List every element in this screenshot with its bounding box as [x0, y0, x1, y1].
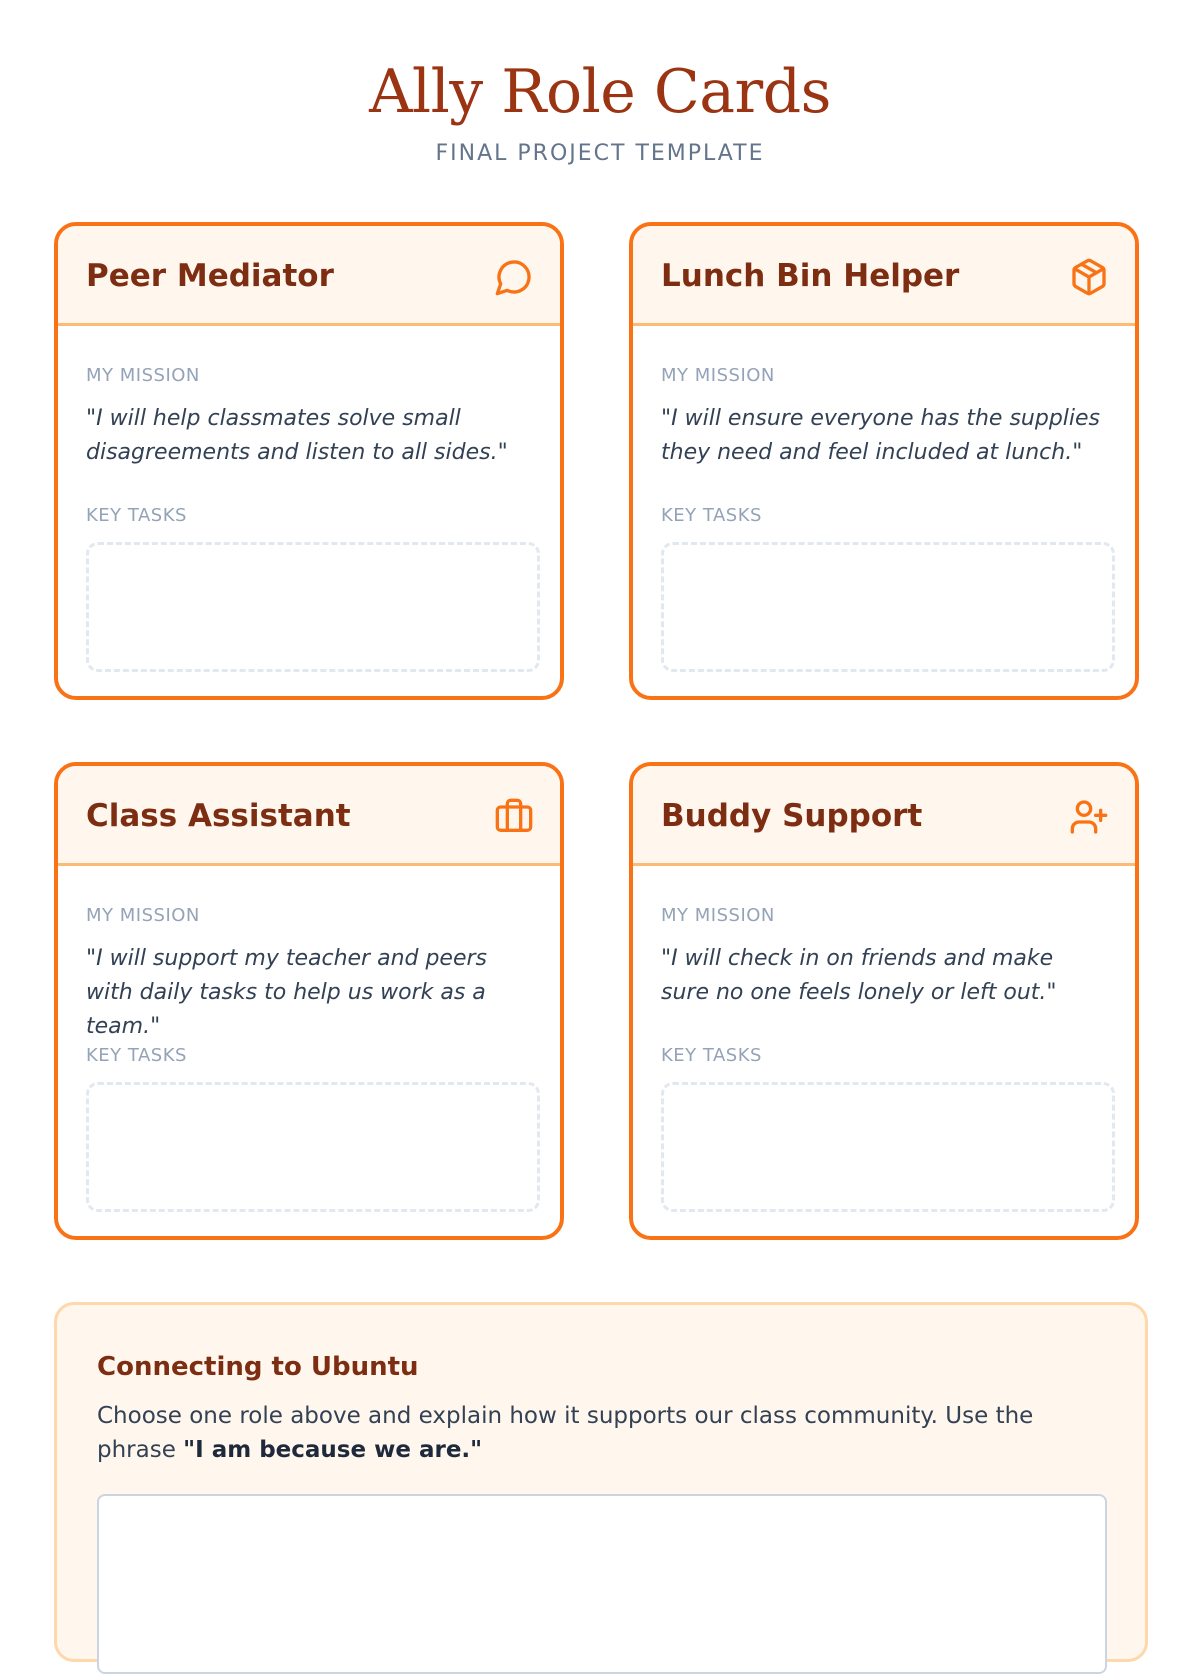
key-tasks-field[interactable] — [661, 1082, 1115, 1212]
page-title: Ally Role Cards — [369, 57, 831, 127]
mission-label: MY MISSION — [661, 365, 775, 386]
key-tasks-label: KEY TASKS — [661, 1045, 762, 1066]
mission-text: "I will help classmates solve small disagreements and listen to all sides." — [86, 406, 508, 465]
reflection-prompt — [97, 1399, 1107, 1467]
key-tasks-field[interactable] — [661, 542, 1115, 672]
key-tasks-label: KEY TASKS — [661, 505, 762, 526]
card-header — [633, 766, 1135, 866]
mission-text: "I will check in on friends and make sure no one feels lonely or left out." — [661, 946, 1057, 1005]
mission-label: MY MISSION — [661, 905, 775, 926]
card-title: Buddy Support — [661, 798, 923, 834]
key-tasks-field[interactable] — [86, 542, 540, 672]
card-header — [58, 766, 560, 866]
mission-label: MY MISSION — [86, 365, 200, 386]
mission-label: MY MISSION — [86, 905, 200, 926]
mission-text: "I will support my teacher and peers with daily tasks to help us work as a team." — [86, 946, 488, 1039]
key-tasks-label: KEY TASKS — [86, 1045, 187, 1066]
role-card-lunch-bin-helper — [629, 222, 1139, 700]
page-header — [0, 52, 1200, 168]
user-plus-icon — [1069, 797, 1109, 837]
role-card-buddy-support — [629, 762, 1139, 1240]
briefcase-icon — [494, 797, 534, 837]
reflection-prompt-text: Choose one role above and explain how it supports our class community. Use the phrase — [97, 1403, 1034, 1463]
speech-bubble-icon — [494, 257, 534, 297]
page-subtitle: FINAL PROJECT TEMPLATE — [435, 141, 765, 166]
role-card-class-assistant — [54, 762, 564, 1240]
card-title: Class Assistant — [86, 798, 351, 834]
reflection-prompt-phrase: "I am because we are." — [183, 1437, 483, 1463]
card-header — [633, 226, 1135, 326]
box-icon — [1069, 257, 1109, 297]
reflection-title: Connecting to Ubuntu — [97, 1352, 419, 1382]
ubuntu-reflection-panel — [54, 1302, 1148, 1662]
mission-text: "I will ensure everyone has the supplies they need and feel included at lunch." — [661, 406, 1101, 465]
key-tasks-field[interactable] — [86, 1082, 540, 1212]
card-header — [58, 226, 560, 326]
card-title: Lunch Bin Helper — [661, 258, 960, 294]
role-card-peer-mediator — [54, 222, 564, 700]
key-tasks-label: KEY TASKS — [86, 505, 187, 526]
reflection-answer-field[interactable] — [97, 1494, 1107, 1674]
card-title: Peer Mediator — [86, 258, 334, 294]
